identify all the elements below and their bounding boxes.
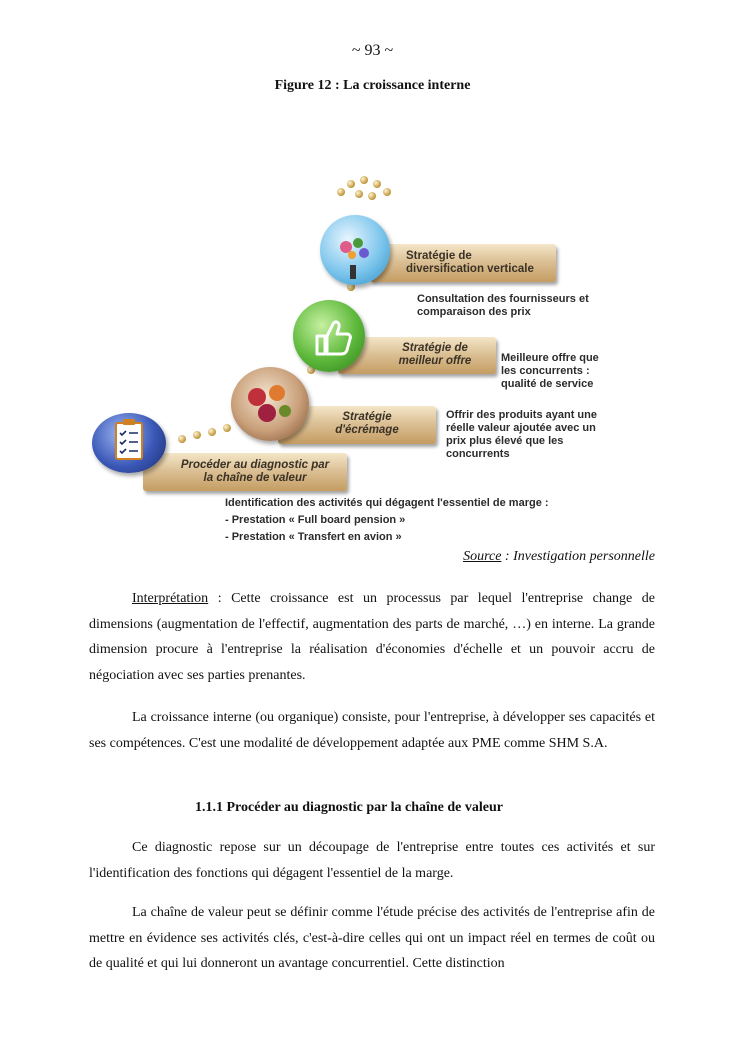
note-line: Identification des activités qui dégagent l'essentiel de marge :	[225, 497, 549, 509]
paragraph-diagnostic	[89, 835, 655, 886]
note-margin-activities	[225, 495, 549, 546]
figure-caption: Figure 12 : La croissance interne	[274, 78, 471, 93]
step-label: d'écrémage	[335, 424, 399, 436]
note-best-offer	[501, 352, 599, 391]
connector-dot	[360, 176, 368, 184]
paragraph-organic-growth	[89, 705, 655, 756]
connector-dot	[178, 435, 186, 443]
note-line: les concurrents :	[501, 365, 590, 377]
note-line: réelle valeur ajoutée avec un	[446, 422, 596, 434]
connector-dot	[208, 428, 216, 436]
step-banner-value-chain	[143, 453, 347, 491]
connector-dot	[223, 424, 231, 432]
note-line: Consultation des fournisseurs et	[417, 293, 589, 305]
note-line: prix plus élevé que les	[446, 435, 564, 447]
step-label: Stratégie de	[402, 342, 468, 354]
interpretation-paragraph	[89, 586, 655, 688]
page-number: ~ 93 ~	[351, 42, 394, 59]
paragraph-text: La croissance interne (ou organique) consiste, pour l'entreprise, à développer ses capacités et ses compétences. C'est une modalité de développement adaptée aux PME comme SHM S.A.	[89, 710, 655, 751]
interpretation-label: Interprétation	[132, 591, 209, 606]
connector-dot	[337, 188, 345, 196]
growth-staircase-diagram	[85, 170, 665, 550]
clipboard-checklist-icon	[92, 413, 166, 473]
section-heading: 1.1.1 Procéder au diagnostic par la chaîne de valeur	[195, 800, 503, 815]
step-banner-diversification	[370, 244, 556, 282]
source-label: Source	[463, 549, 502, 564]
step-label: diversification verticale	[406, 263, 534, 275]
note-line: Meilleure offre que	[501, 352, 599, 364]
figure-source	[463, 549, 655, 565]
connector-dot	[193, 431, 201, 439]
step-label: Stratégie	[342, 411, 392, 423]
note-line: - Prestation « Full board pension »	[225, 514, 406, 526]
connector-dot	[383, 188, 391, 196]
connector-dot	[355, 190, 363, 198]
note-line: Offrir des produits ayant une	[446, 409, 597, 421]
paragraph-text: La chaîne de valeur peut se définir comme l'étude précise des activités de l'entreprise afin de mettre en évidence ses activités clés, c'est-à-dire celles qui ont un impact réel en termes de coût ou de qualité et qui lui donneront un avantage concurrentiel. Cette distinction	[89, 905, 655, 971]
interpretation-text: : Cette croissance est un processus par lequel l'entreprise change de dimensions (augmentation de l'effectif, augmentation des parts de marché, …) en interne. La grande dimension procure à l'entreprise la réalisation d'économies d'échelle et un pouvoir accru de négociation avec ses parties prenantes.	[89, 591, 655, 683]
note-line: concurrents	[446, 448, 510, 460]
note-skimming	[446, 409, 597, 461]
step-label: Stratégie de	[406, 250, 472, 262]
step-label: Procéder au diagnostic par	[180, 459, 330, 471]
connector-dot	[373, 180, 381, 188]
note-line: - Prestation « Transfert en avion »	[225, 531, 402, 543]
source-text: : Investigation personnelle	[501, 549, 655, 564]
note-line: comparaison des prix	[417, 306, 531, 318]
connector-dot	[347, 180, 355, 188]
step-label: meilleur offre	[398, 355, 472, 367]
food-platter-icon	[231, 367, 309, 441]
connector-dot	[368, 192, 376, 200]
paragraph-value-chain	[89, 900, 655, 977]
thumbs-up-icon	[293, 300, 365, 372]
gears-hands-icon	[320, 215, 390, 285]
paragraph-text: Ce diagnostic repose sur un découpage de l'entreprise entre toutes ces activités et sur l'identification des fonctions qui dégagent l'essentiel de la marge.	[89, 840, 655, 881]
note-supplier-consultation	[417, 293, 589, 319]
step-label: la chaîne de valeur	[203, 472, 307, 484]
note-line: qualité de service	[501, 378, 594, 390]
